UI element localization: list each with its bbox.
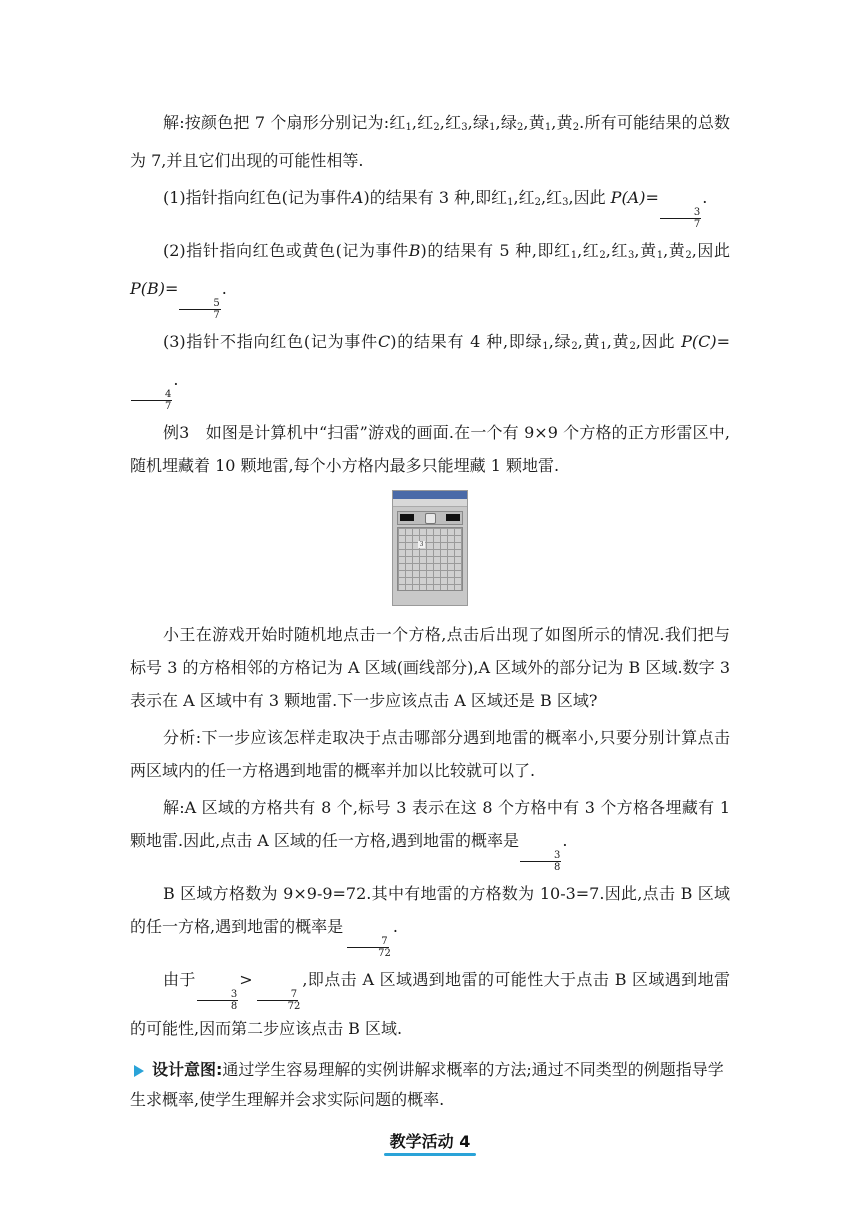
text-span: . (173, 370, 179, 389)
denominator: 72 (287, 1001, 301, 1012)
design-intent-label: 设计意图: (152, 1060, 223, 1079)
text-span: ,黄 (606, 332, 630, 351)
fraction (197, 989, 238, 1012)
subscript: 2 (433, 122, 440, 133)
text-span: ,黄 (523, 113, 545, 132)
numerator: 3 (197, 989, 238, 1001)
mine-counter (400, 514, 414, 521)
subscript: 3 (562, 197, 569, 208)
triangle-bullet-icon (134, 1065, 144, 1077)
wang-paragraph: 小王在游戏开始时随机地点击一个方格,点击后出现了如图所示的情况.我们把与标号 3 的方格相邻的方格记为 A 区域(画线部分),A 区域外的部分记为 B 区域.数字 3 表示在 A 区域中有 3 颗地雷.下一步应该点击 A 区域还是 B 区域? (130, 625, 730, 710)
fraction (254, 989, 302, 1012)
text-span: )的结果有 5 种,即红 (420, 241, 571, 260)
numerator: 7 (257, 989, 298, 1001)
heading-underline (384, 1153, 477, 1156)
activity-heading-wrap (130, 1129, 730, 1156)
event-variable: A (351, 188, 364, 207)
timer-display (446, 514, 460, 521)
part3-paragraph (130, 325, 730, 412)
fraction (131, 389, 172, 412)
event-variable: C (377, 332, 391, 351)
subscript: 2 (517, 122, 524, 133)
subscript: 2 (534, 197, 542, 208)
text-span: ,黄 (577, 332, 601, 351)
window-titlebar (393, 491, 467, 499)
subscript: 2 (629, 341, 636, 352)
subscript: 1 (600, 341, 607, 352)
activity-label: 教学活动 4 (389, 1132, 471, 1151)
design-intent-text: 通过学生容易理解的实例讲解求概率的方法;通过不同类型的例题指导学生求概率,使学生理解并会求实际问题的概率. (130, 1060, 724, 1109)
status-panel (397, 511, 463, 525)
subscript: 1 (544, 122, 552, 133)
text-span: ,黄 (634, 241, 657, 260)
subscript: 3 (461, 122, 468, 133)
window-menubar (393, 499, 467, 507)
numerator: 5 (179, 298, 220, 310)
denominator: 7 (213, 310, 220, 321)
text-span: ,红 (439, 113, 462, 132)
minesweeper-figure (130, 490, 730, 606)
solution-paragraph (130, 106, 730, 177)
denominator: 8 (230, 1001, 238, 1012)
mine-grid (397, 527, 463, 591)
text-span: ,因此 (568, 188, 606, 207)
subscript: 1 (542, 341, 549, 352)
region-b-paragraph (130, 877, 730, 959)
text-span: ,即点击 A 区域遇到地雷的可能性大于点击 B 区域遇到地雷的可能性,因而第二步应该点击 B 区域. (130, 970, 730, 1038)
denominator: 8 (554, 862, 561, 873)
text-span: (2)指针指向红色或黄色(记为事件 (163, 241, 409, 260)
text-span: )的结果有 3 种,即红 (363, 188, 508, 207)
numerator: 4 (131, 389, 172, 401)
numerator: 3 (660, 207, 701, 219)
subscript: 2 (599, 250, 606, 261)
text-span: ,红 (541, 188, 563, 207)
subscript: 1 (489, 122, 496, 133)
text-span: (3)指针不指向红色(记为事件 (163, 332, 378, 351)
text-span: . (562, 831, 568, 850)
text-span: . (702, 188, 708, 207)
part2-paragraph (130, 234, 730, 321)
probability-label: P(B)= (130, 279, 179, 298)
text-span: B 区域方格数为 9×9-9=72.其中有地雷的方格数为 10-3=7.因此,点击 B 区域的任一方格,遇到地雷的概率是 (130, 884, 730, 936)
probability-label: P(A)= (610, 188, 659, 207)
text-span: (1)指针指向红色(记为事件 (163, 188, 352, 207)
fraction (520, 850, 561, 873)
text-span: ,因此 (635, 332, 676, 351)
subscript: 1 (507, 197, 514, 208)
text-span: ,绿 (548, 332, 572, 351)
compare-paragraph (130, 963, 730, 1045)
numerator: 3 (520, 850, 561, 862)
analysis-paragraph: 分析:下一步应该怎样走取决于点击哪部分遇到地雷的概率小,只要分别计算点击两区域内的任一方格遇到地雷的概率并加以比较就可以了. (130, 728, 730, 780)
subscript: 3 (628, 250, 635, 261)
design-intent-paragraph (130, 1055, 730, 1115)
text-span: ,红 (411, 113, 434, 132)
activity-heading (384, 1129, 477, 1156)
text-span: .所有可能结果的总数为 7,并且它们出现的可能性相等. (130, 113, 731, 170)
text-span: 解:按颜色把 7 个扇形分别记为:红 (163, 113, 406, 132)
text-span: ,绿 (495, 113, 518, 132)
fraction (344, 936, 392, 959)
subscript: 1 (405, 122, 412, 133)
denominator: 7 (165, 401, 172, 412)
fraction (179, 298, 220, 321)
text-span: . (221, 279, 227, 298)
text-span: ,绿 (467, 113, 490, 132)
text-span: . (392, 917, 398, 936)
text-span: ,黄 (663, 241, 686, 260)
text-span: 由于 (163, 970, 196, 989)
text-span: ,红 (577, 241, 600, 260)
document-page (130, 106, 730, 1156)
numerator: 7 (347, 936, 388, 948)
text-span: 解:A 区域的方格共有 8 个,标号 3 表示在这 8 个方格中有 3 个方格各埋藏有 1 颗地雷.因此,点击 A 区域的任一方格,遇到地雷的概率是 (130, 798, 730, 850)
subscript: 2 (572, 122, 580, 133)
example3-paragraph: 例3 如图是计算机中“扫雷”游戏的画面.在一个有 9×9 个方格的正方形雷区中,随机埋藏着 10 颗地雷,每个小方格内最多只能埋藏 1 颗地雷. (130, 423, 730, 475)
text-span: )的结果有 4 种,即绿 (390, 332, 543, 351)
solution2-paragraph (130, 791, 730, 873)
text-span: ,红 (605, 241, 629, 260)
part1-paragraph (130, 181, 730, 230)
denominator: 7 (693, 219, 701, 230)
denominator: 72 (378, 948, 391, 959)
greater-than-sign: > (239, 970, 253, 989)
event-variable: B (408, 241, 421, 260)
smiley-face-icon (425, 513, 436, 524)
text-span: ,黄 (551, 113, 573, 132)
subscript: 1 (570, 250, 578, 261)
probability-label: P(C)= (681, 332, 730, 351)
subscript: 2 (685, 250, 692, 261)
subscript: 2 (571, 341, 578, 352)
revealed-cell: 3 (419, 541, 424, 548)
text-span: ,红 (513, 188, 535, 207)
text-span: ,因此 (691, 241, 731, 260)
minesweeper-window (392, 490, 468, 606)
fraction (660, 207, 701, 230)
subscript: 1 (656, 250, 664, 261)
